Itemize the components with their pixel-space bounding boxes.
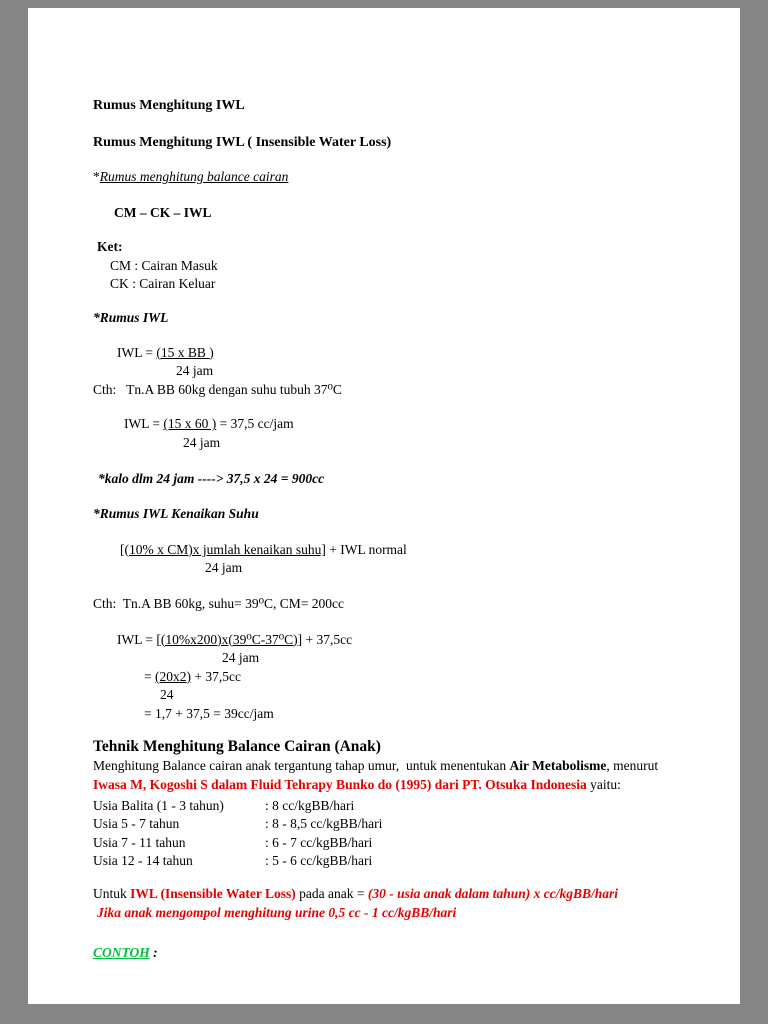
formula-numerator: (15 x BB ) xyxy=(156,344,214,360)
iwl-calculation-numerator-line xyxy=(93,415,673,434)
document-page xyxy=(28,8,740,1004)
calc-step-1 xyxy=(93,631,673,650)
usia-label: Usia 7 - 11 tahun xyxy=(93,834,186,850)
usia-row-12-14 xyxy=(93,852,673,871)
iwl-formula xyxy=(93,344,673,381)
balance-cairan-label: Rumus menghitung balance cairan xyxy=(99,169,289,184)
doc-subtitle: Rumus Menghitung IWL ( Insensible Water Loss) xyxy=(93,135,392,150)
keterangan-block xyxy=(93,238,673,294)
usia-row-7-11 xyxy=(93,834,673,853)
formula-denominator: 24 jam xyxy=(222,650,260,666)
contoh-2-line: Cth: Tn.A BB 60kg, suhu= 39⁰C, CM= 200cc xyxy=(93,595,345,611)
iwl-calculation xyxy=(93,415,673,452)
air-metabolisme-paragraph xyxy=(93,757,673,794)
formula-addend: + IWL normal xyxy=(325,541,407,557)
ket-cairan-keluar: CK : Cairan Keluar xyxy=(110,276,216,292)
usia-value: : 6 - 7 cc/kgBB/hari xyxy=(265,834,373,850)
iwl-anak-formula: (30 - usia anak dalam tahun) x cc/kgBB/hari xyxy=(367,886,619,902)
formula-denominator: 24 jam xyxy=(176,363,214,379)
usia-value: : 5 - 6 cc/kgBB/hari xyxy=(265,853,373,869)
iwl-formula-numerator-line xyxy=(93,344,673,363)
contoh-label: CONTOH xyxy=(93,945,150,961)
balance-formula: CM – CK – IWL xyxy=(114,204,212,220)
usia-label: Usia Balita (1 - 3 tahun) xyxy=(93,797,224,813)
air-metabolisme-term: Air Metabolisme xyxy=(509,758,607,774)
rumus-iwl-heading: *Rumus IWL xyxy=(93,309,169,325)
formula-denominator: 24 xyxy=(160,687,174,703)
formula-lhs: IWL = xyxy=(117,631,157,647)
formula-denominator: 24 jam xyxy=(183,434,221,450)
calc-result: = 1,7 + 37,5 = 39cc/jam xyxy=(144,705,274,721)
usia-value: : 8 - 8,5 cc/kgBB/hari xyxy=(265,816,383,832)
usia-row-5-7 xyxy=(93,815,673,834)
formula-lhs: IWL = xyxy=(124,416,164,432)
usia-row-balita xyxy=(93,797,673,816)
doc-title: Rumus Menghitung IWL xyxy=(93,98,245,113)
usia-table xyxy=(93,797,673,871)
formula-lhs: IWL = xyxy=(117,344,157,360)
kenaikan-suhu-formula xyxy=(93,541,673,578)
asterisk-marker: * xyxy=(93,169,100,184)
formula-numerator: (20x2) xyxy=(155,668,191,684)
usia-label: Usia 5 - 7 tahun xyxy=(93,816,180,832)
untuk-iwl-anak-paragraph xyxy=(93,885,673,904)
contoh-colon: : xyxy=(149,945,158,961)
reference-citation: Iwasa M, Kogoshi S dalam Fluid Tehrapy Bunko do (1995) dari PT. Otsuka Indonesia xyxy=(93,777,587,793)
ket-cairan-masuk: CM : Cairan Masuk xyxy=(110,257,218,273)
equals-sign: = xyxy=(144,668,155,684)
kenaikan-suhu-calculation xyxy=(93,631,673,724)
rumus-kenaikan-suhu-heading: *Rumus IWL Kenaikan Suhu xyxy=(93,506,259,522)
formula-addend: + 37,5cc xyxy=(302,631,353,647)
formula-denominator: 24 jam xyxy=(205,560,243,576)
paragraph-text: Untuk xyxy=(93,886,131,902)
balance-cairan-heading xyxy=(93,168,673,187)
ket-label: Ket: xyxy=(97,239,123,255)
tehnik-balance-anak-heading: Tehnik Menghitung Balance Cairan (Anak) xyxy=(93,738,381,756)
contoh-1-line: Cth: Tn.A BB 60kg dengan suhu tubuh 37⁰C xyxy=(93,381,342,397)
usia-value: : 8 cc/kgBB/hari xyxy=(265,797,355,813)
paragraph-text: yaitu: xyxy=(586,777,621,793)
paragraph-text: Menghitung Balance cairan anak tergantung tahap umur, untuk menentukan xyxy=(93,758,510,774)
contoh-heading xyxy=(93,944,673,963)
formula-addend: + 37,5cc xyxy=(191,668,241,684)
jika-mengompol-note: Jika anak mengompol menghitung urine 0,5 cc - 1 cc/kgBB/hari xyxy=(97,904,457,920)
formula-numerator: [(10%x200)x(39⁰C-37⁰C)] xyxy=(156,631,303,647)
formula-numerator: [(10% x CM)x jumlah kenaikan suhu] xyxy=(120,541,326,557)
formula-numerator: (15 x 60 ) xyxy=(163,416,217,432)
iwl-term: IWL (Insensible Water Loss) xyxy=(130,886,296,902)
calc-step-2 xyxy=(93,668,673,687)
kalo-24jam-note: *kalo dlm 24 jam ----> 37,5 x 24 = 900cc xyxy=(98,470,325,486)
formula-result: = 37,5 cc/jam xyxy=(216,416,294,432)
paragraph-text: , menurut xyxy=(606,758,662,774)
usia-label: Usia 12 - 14 tahun xyxy=(93,853,193,869)
paragraph-text: pada anak = xyxy=(295,886,368,902)
kenaikan-formula-numerator-line xyxy=(93,541,673,560)
